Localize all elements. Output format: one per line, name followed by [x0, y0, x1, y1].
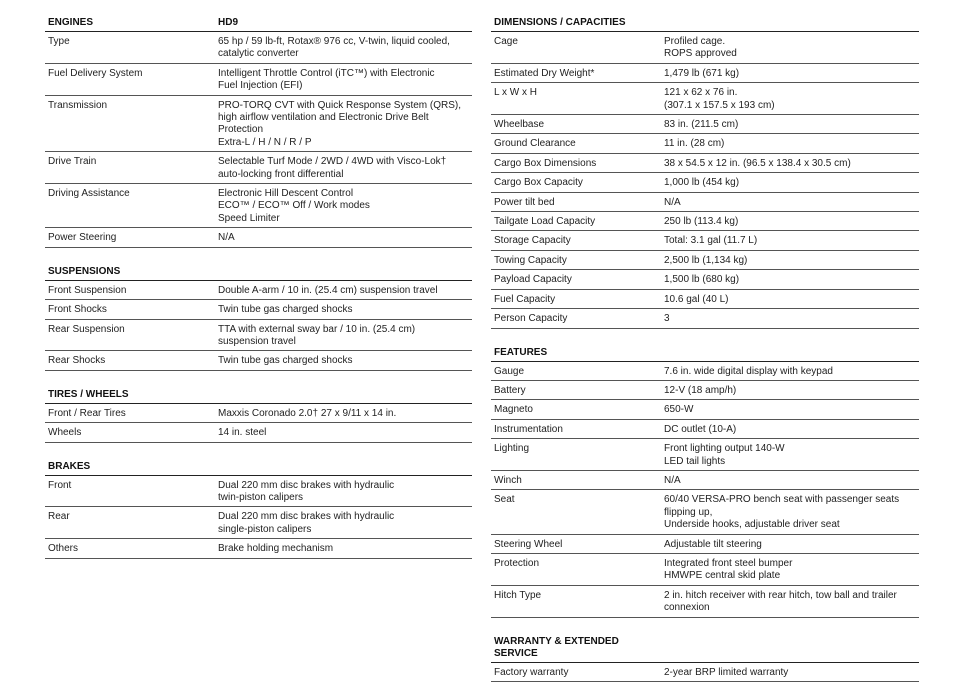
spec-row: [45, 228, 472, 247]
spec-row: [491, 193, 919, 212]
spec-label: Lighting: [494, 443, 530, 455]
section-header: [45, 458, 472, 476]
spec-row: [45, 152, 472, 184]
spec-row: [491, 439, 919, 471]
section-header: [45, 14, 472, 32]
spec-value: TTA with external sway bar / 10 in. (25.4 cm) suspension travel: [218, 323, 416, 347]
spec-value: 250 lb (113.4 kg): [664, 216, 739, 228]
spec-value: PRO-TORQ CVT with Quick Response System (QRS), high airflow ventilation and Electronic Drive Belt Protection Extra-L / H / N / R / P: [218, 99, 462, 148]
spec-row: [491, 115, 919, 134]
spec-value: DC outlet (10-A): [664, 423, 737, 435]
spec-value: N/A: [218, 232, 235, 244]
spec-value: Selectable Turf Mode / 2WD / 4WD with Visco-Lok† auto-locking front differential: [218, 156, 447, 180]
spec-label: Seat: [494, 494, 515, 506]
spec-row: [491, 362, 919, 381]
spec-label: Gauge: [494, 365, 525, 377]
spec-value: 11 in. (28 cm): [664, 138, 725, 150]
spec-value: 12-V (18 amp/h): [664, 384, 737, 396]
spec-section-engines: [45, 14, 472, 248]
spec-value: Electronic Hill Descent Control ECO™ / ECO™ Off / Work modes Speed Limiter: [218, 188, 370, 224]
spec-label: Wheels: [48, 427, 82, 439]
spec-label: Wheelbase: [494, 119, 545, 131]
spec-label: Person Capacity: [494, 313, 568, 325]
spec-label: Magneto: [494, 404, 533, 416]
spec-value: 60/40 VERSA-PRO bench seat with passenger seats flipping up, Underside hooks, adjustable driver seat: [664, 494, 900, 531]
spec-value: 2-year BRP limited warranty: [664, 666, 789, 678]
right-spec-column: [491, 14, 919, 682]
spec-value: Front lighting output 140-W LED tail lights: [664, 443, 785, 467]
spec-value: Profiled cage. ROPS approved: [664, 36, 737, 60]
spec-label: Rear Shocks: [48, 355, 106, 367]
spec-label: Cage: [494, 36, 518, 47]
section-spacer: [45, 248, 472, 263]
spec-value: Double A-arm / 10 in. (25.4 cm) suspension travel: [218, 284, 438, 296]
section-model: HD9: [218, 17, 239, 28]
spec-value: N/A: [664, 474, 681, 486]
spec-value: 121 x 62 x 76 in. (307.1 x 157.5 x 193 cm): [664, 87, 775, 111]
spec-section-warranty-extended-service: [491, 633, 919, 682]
spec-row: [491, 586, 919, 618]
spec-value: 3: [664, 313, 670, 325]
spec-value: Brake holding mechanism: [218, 543, 334, 555]
spec-row: [491, 134, 919, 153]
spec-value: Total: 3.1 gal (11.7 L): [664, 235, 758, 247]
spec-value: N/A: [664, 196, 681, 208]
spec-value: 83 in. (211.5 cm): [664, 119, 739, 131]
spec-label: Battery: [494, 384, 526, 396]
spec-value: 65 hp / 59 lb-ft, Rotax® 976 cc, V-twin, liquid cooled, catalytic converter: [218, 36, 450, 60]
spec-label: Hitch Type: [494, 589, 542, 601]
section-header: [45, 263, 472, 281]
spec-row: [491, 471, 919, 490]
spec-label: Ground Clearance: [494, 138, 576, 150]
spec-label: Front / Rear Tires: [48, 407, 126, 419]
spec-label: Rear: [48, 511, 70, 523]
spec-row: [491, 490, 919, 534]
spec-value: 1,500 lb (680 kg): [664, 274, 740, 286]
spec-label: Winch: [494, 474, 522, 486]
spec-value: 1,479 lb (671 kg): [664, 67, 740, 79]
spec-row: [45, 476, 472, 508]
spec-row: [45, 423, 472, 442]
spec-section-dimensions-capacities: [491, 14, 919, 329]
spec-label: Type: [48, 36, 70, 47]
spec-row: [491, 83, 919, 115]
section-header: [491, 14, 919, 32]
section-title: TIRES / WHEELS: [48, 388, 129, 400]
section-header: [491, 344, 919, 362]
spec-label: Towing Capacity: [494, 254, 567, 266]
spec-label: Fuel Delivery System: [48, 67, 143, 79]
spec-value: 2,500 lb (1,134 kg): [664, 254, 748, 266]
spec-row: [491, 251, 919, 270]
spec-label: Factory warranty: [494, 666, 569, 678]
spec-row: [45, 300, 472, 319]
spec-section-features: [491, 344, 919, 618]
spec-row: [491, 309, 919, 328]
spec-row: [491, 270, 919, 289]
spec-label: Steering Wheel: [494, 538, 563, 550]
spec-value: 38 x 54.5 x 12 in. (96.5 x 138.4 x 30.5 cm): [664, 157, 851, 169]
spec-label: Storage Capacity: [494, 235, 571, 247]
spec-value: Twin tube gas charged shocks: [218, 355, 353, 367]
spec-value: Dual 220 mm disc brakes with hydraulic twin-piston calipers: [218, 479, 395, 503]
section-title: ENGINES: [48, 17, 94, 28]
spec-row: [45, 281, 472, 300]
spec-label: Rear Suspension: [48, 323, 125, 335]
spec-value: 7.6 in. wide digital display with keypad: [664, 365, 833, 377]
section-title: DIMENSIONS / CAPACITIES: [494, 17, 626, 28]
spec-row: [491, 231, 919, 250]
section-spacer: [491, 329, 919, 344]
spec-row: [45, 351, 472, 370]
spec-value: 10.6 gal (40 L): [664, 293, 729, 305]
spec-label: Drive Train: [48, 156, 97, 168]
spec-value: Dual 220 mm disc brakes with hydraulic single-piston calipers: [218, 511, 395, 535]
spec-label: Instrumentation: [494, 423, 563, 435]
spec-label: Protection: [494, 557, 540, 569]
spec-row: [491, 212, 919, 231]
section-title: BRAKES: [48, 460, 91, 472]
spec-value: 2 in. hitch receiver with rear hitch, tow ball and trailer connexion: [664, 589, 897, 614]
spec-label: Tailgate Load Capacity: [494, 216, 596, 228]
spec-value: 14 in. steel: [218, 427, 267, 439]
spec-value: Intelligent Throttle Control (iTC™) with Electronic Fuel Injection (EFI): [218, 67, 435, 92]
spec-value: Twin tube gas charged shocks: [218, 304, 353, 316]
spec-label: L x W x H: [494, 87, 537, 99]
spec-row: [491, 381, 919, 400]
spec-section-tires-wheels: [45, 386, 472, 443]
spec-row: [45, 64, 472, 96]
spec-row: [491, 290, 919, 309]
spec-value: 1,000 lb (454 kg): [664, 177, 740, 189]
spec-label: Transmission: [48, 99, 108, 111]
spec-row: [491, 420, 919, 439]
spec-row: [491, 554, 919, 586]
spec-value: Integrated front steel bumper HMWPE central skid plate: [664, 557, 793, 582]
spec-row: [491, 535, 919, 554]
spec-label: Power tilt bed: [494, 196, 555, 208]
spec-label: Driving Assistance: [48, 188, 130, 200]
section-title: WARRANTY & EXTENDED SERVICE: [494, 635, 619, 659]
spec-label: Others: [48, 543, 79, 555]
spec-label: Cargo Box Capacity: [494, 177, 583, 189]
spec-section-brakes: [45, 458, 472, 559]
section-spacer: [45, 443, 472, 458]
spec-label: Fuel Capacity: [494, 293, 556, 305]
spec-label: Front Suspension: [48, 284, 127, 296]
spec-row: [491, 400, 919, 419]
section-header: [491, 633, 919, 663]
spec-label: Cargo Box Dimensions: [494, 157, 597, 169]
spec-label: Front: [48, 479, 72, 491]
spec-row: [491, 154, 919, 173]
section-header: [45, 386, 472, 404]
spec-row: [45, 96, 472, 153]
spec-row: [491, 173, 919, 192]
spec-row: [491, 32, 919, 64]
spec-row: [45, 320, 472, 352]
spec-label: Power Steering: [48, 232, 117, 244]
spec-row: [491, 64, 919, 83]
spec-row: [45, 32, 472, 64]
spec-row: [45, 184, 472, 228]
section-title: FEATURES: [494, 346, 548, 358]
section-spacer: [491, 618, 919, 633]
section-spacer: [45, 371, 472, 386]
spec-row: [45, 404, 472, 423]
spec-value: Maxxis Coronado 2.0† 27 x 9/11 x 14 in.: [218, 407, 397, 419]
spec-section-suspensions: [45, 263, 472, 371]
spec-value: Adjustable tilt steering: [664, 538, 762, 550]
left-spec-column: [45, 14, 472, 559]
section-title: SUSPENSIONS: [48, 265, 121, 277]
spec-label: Front Shocks: [48, 304, 107, 316]
spec-row: [45, 539, 472, 558]
spec-row: [491, 663, 919, 682]
spec-row: [45, 507, 472, 539]
spec-label: Payload Capacity: [494, 274, 572, 286]
spec-value: 650-W: [664, 404, 694, 416]
spec-label: Estimated Dry Weight*: [494, 67, 595, 79]
